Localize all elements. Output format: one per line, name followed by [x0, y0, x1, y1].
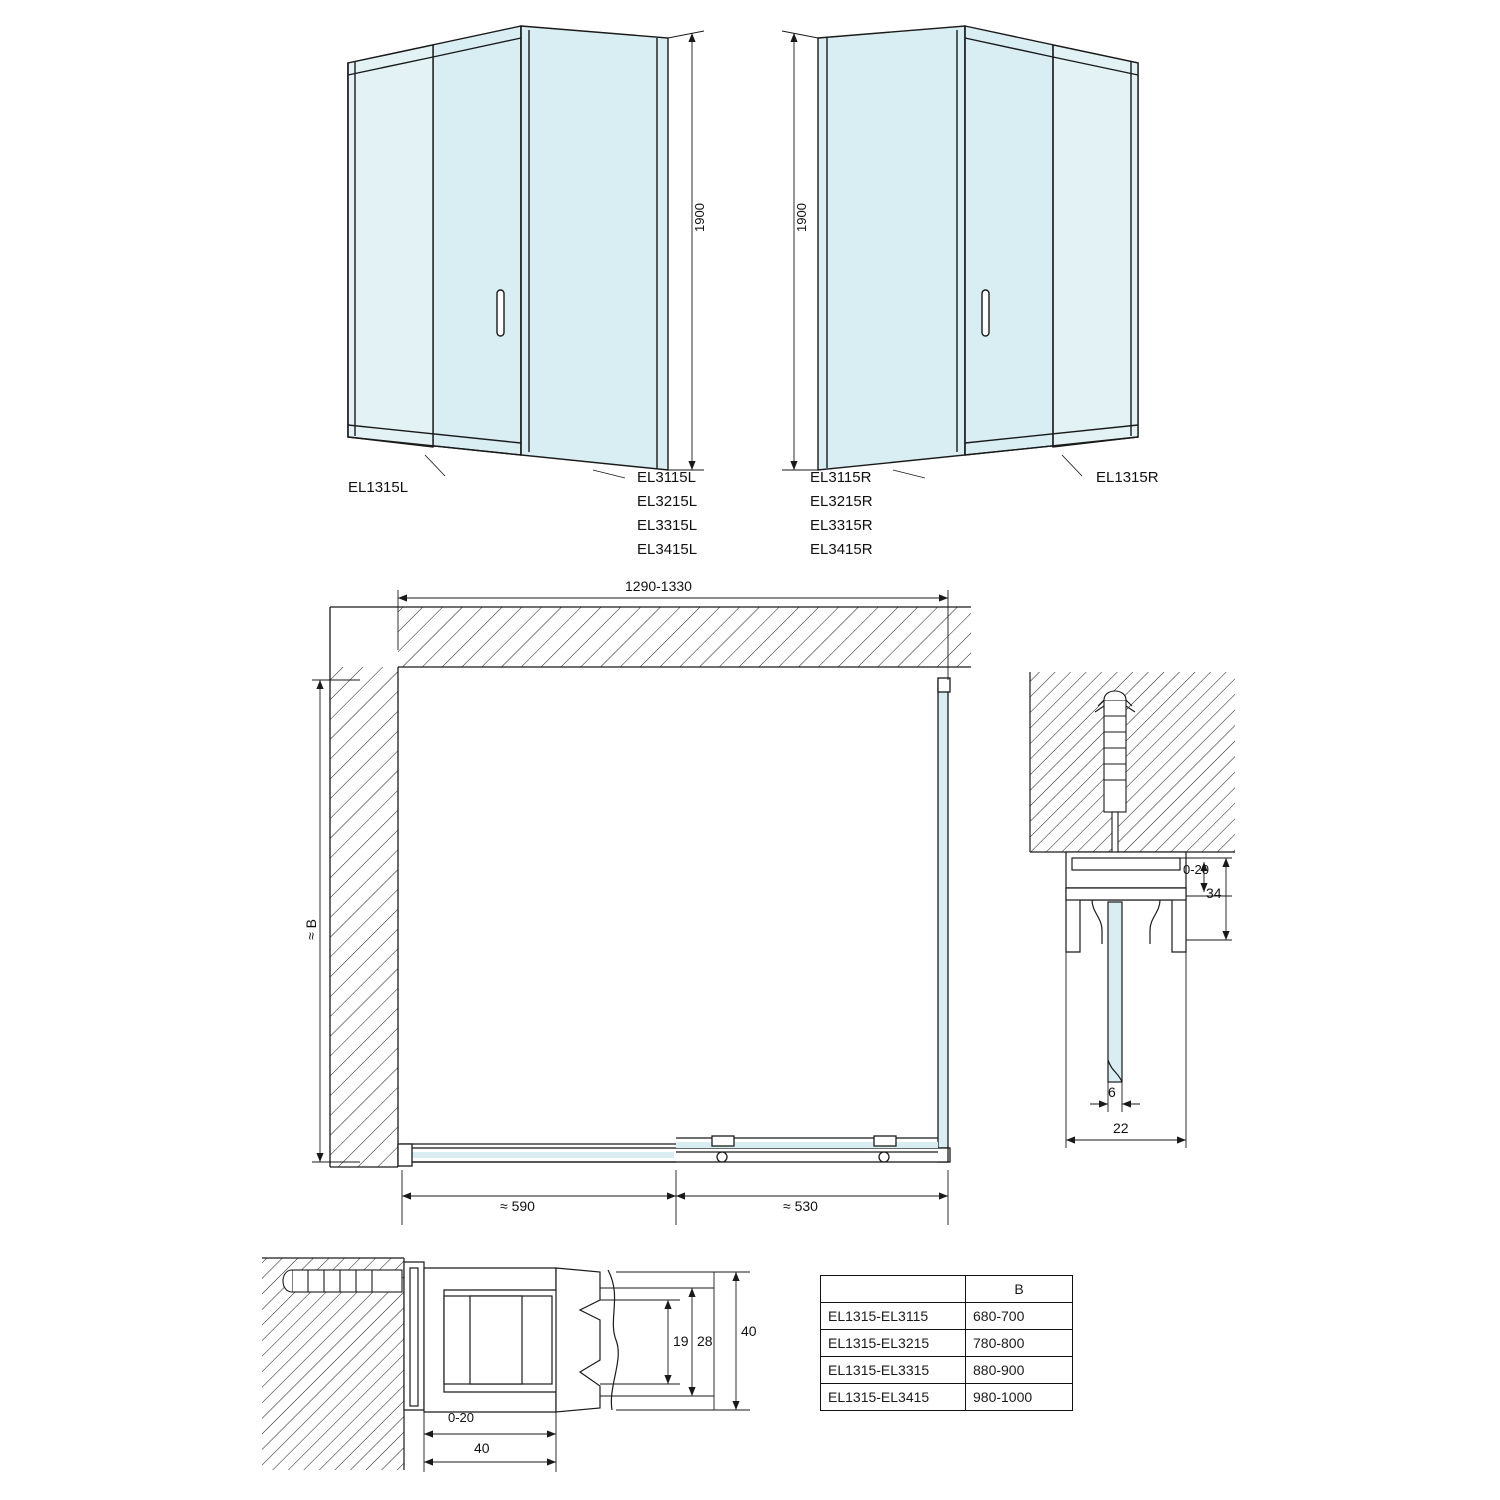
wall-inner-dim: 19: [673, 1333, 689, 1349]
table-cell-b: 980-1000: [966, 1384, 1073, 1411]
label-el1315r: EL1315R: [1096, 469, 1159, 486]
table-row: [821, 1384, 1073, 1411]
table-cell-b: 780-800: [966, 1330, 1073, 1357]
label-el3215l: EL3215L: [637, 493, 698, 510]
table-cell-code: EL1315-EL3115: [821, 1303, 966, 1330]
wall-width-dim: 40: [474, 1440, 490, 1456]
label-el3215r: EL3215R: [810, 493, 873, 510]
label-el3415r: EL3415R: [810, 541, 873, 558]
right-view-height-dim: 1900: [794, 203, 809, 232]
table-cell-code: EL1315-EL3215: [821, 1330, 966, 1357]
profile-width-dim: 22: [1113, 1120, 1129, 1136]
plan-opening-right-dim: ≈ 530: [783, 1198, 818, 1214]
profile-glass-dim: 6: [1108, 1084, 1116, 1100]
wall-mid-dim: 28: [697, 1333, 713, 1349]
label-el3315l: EL3315L: [637, 517, 698, 534]
wall-adjust-dim: 0-20: [448, 1410, 475, 1425]
isometric-view-right: [782, 26, 1138, 478]
isometric-view-left: [348, 26, 704, 478]
plan-view: [312, 590, 971, 1225]
label-el3415l: EL3415L: [637, 541, 698, 558]
label-el3315r: EL3315R: [810, 517, 873, 534]
label-el3115l: EL3115L: [637, 469, 696, 486]
plan-depth-dim: ≈ B: [303, 919, 319, 940]
table-row: [821, 1357, 1073, 1384]
detail-wall-section: [262, 1258, 750, 1472]
wall-outer-dim: 40: [741, 1323, 757, 1339]
profile-adjust-dim: 0-20: [1183, 862, 1210, 877]
table-cell-b: 680-700: [966, 1303, 1073, 1330]
plan-width-dim: 1290-1330: [625, 578, 692, 594]
table-header-row: [821, 1276, 1073, 1303]
label-el3115r: EL3115R: [810, 469, 872, 486]
detail-profile-section: [1030, 672, 1235, 1148]
profile-height-dim: 34: [1206, 885, 1222, 901]
table-header-b: B: [966, 1276, 1073, 1303]
table-header-blank: [821, 1276, 966, 1303]
table-cell-code: EL1315-EL3315: [821, 1357, 966, 1384]
dimension-table: [820, 1275, 1073, 1411]
table-row: [821, 1303, 1073, 1330]
left-view-height-dim: 1900: [692, 203, 707, 232]
table-row: [821, 1330, 1073, 1357]
table-cell-code: EL1315-EL3415: [821, 1384, 966, 1411]
table-cell-b: 880-900: [966, 1357, 1073, 1384]
plan-opening-left-dim: ≈ 590: [500, 1198, 535, 1214]
label-el1315l: EL1315L: [348, 479, 409, 496]
